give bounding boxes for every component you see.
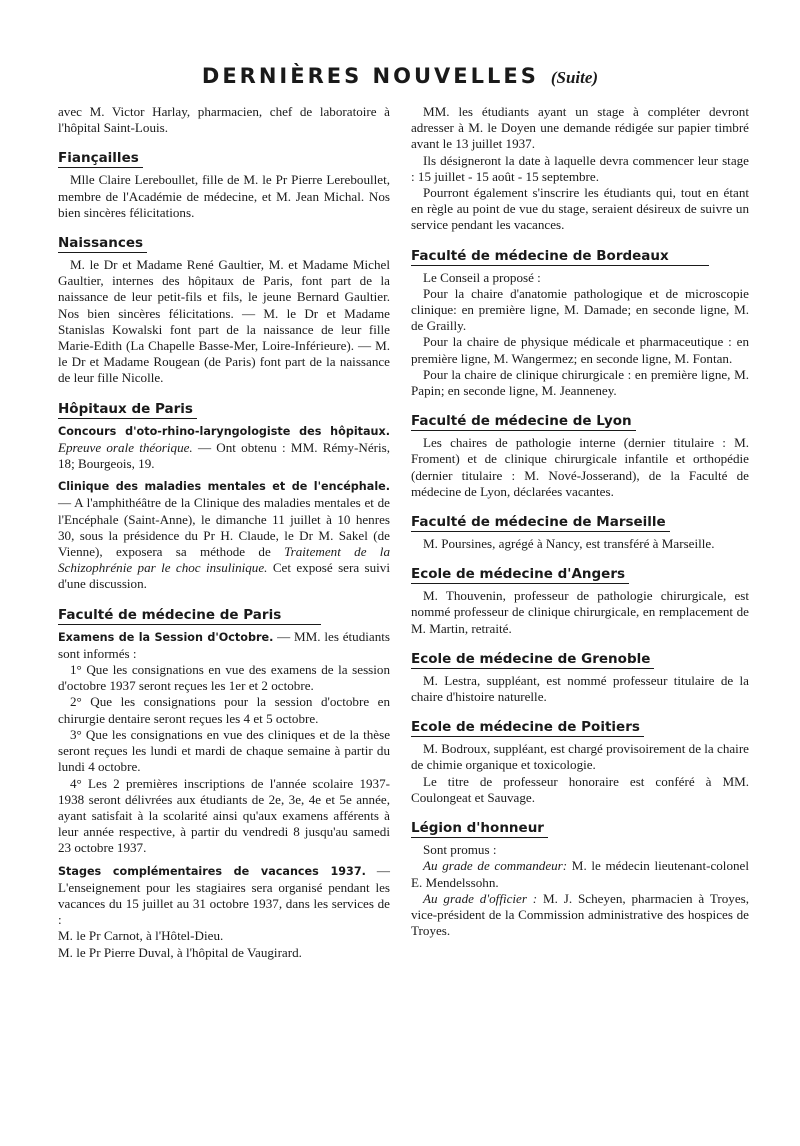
paragraph: MM. les étudiants ayant un stage à compléter devront adresser à M. le Doyen une demande rédigée sur papier timbré avant le 13 juillet 1937.	[411, 104, 749, 152]
paragraph: M. Lestra, suppléant, est nommé professeur titulaire de la chaire d'histoire naturelle.	[411, 672, 749, 705]
paragraph: 4° Les 2 premières inscriptions de l'année scolaire 1937-1938 seront délivrées aux étudiants de 2e, 3e, 4e et 5e année, ayant satisfait à la scolarité ainsi qu'aux examens afférents à leur année respective, à partir du vendredi 8 jusqu'au samedi 23 octobre 1937.	[58, 775, 390, 856]
paragraph: M. Thouvenin, professeur de pathologie chirurgicale, est nommé professeur de clinique chirurgicale, en remplacement de M. Martin, retraité.	[411, 588, 749, 636]
paragraph: Le Conseil a proposé :	[423, 269, 541, 285]
section-grenoble	[411, 651, 749, 705]
italic-text: Au grade de commandeur:	[423, 858, 568, 874]
section-marseille	[411, 514, 749, 552]
section-title: Faculté de médecine de Bordeaux	[411, 248, 709, 266]
section-title: Ecole de médecine de Poitiers	[411, 719, 644, 737]
paragraph	[58, 478, 390, 592]
section-title: Faculté de médecine de Lyon	[411, 413, 636, 431]
paragraph: M. Poursines, agrégé à Nancy, est transféré à Marseille.	[423, 536, 715, 552]
paragraph	[58, 629, 390, 662]
paragraph	[58, 863, 390, 929]
text: — L'enseignement pour les stagiaires sera organisé pendant les vacances du 15 juillet au 31 octobre 1937, dans les services de :	[58, 862, 391, 928]
text: Cet exposé sera suivi d'une discussion.	[58, 560, 390, 592]
intro-section	[58, 104, 390, 136]
paragraph: Les chaires de pathologie interne (dernier titulaire : M. Froment) et de clinique chirurgicale infantile et orthopédie (dernier titulaire : M. Nové-Josserand), de la Faculté de médecine de Lyon, déclarées vacantes.	[411, 435, 749, 499]
section-title: Fiançailles	[58, 150, 143, 168]
paragraph: M. Bodroux, suppléant, est chargé provisoirement de la chaire de chimie organique et toxicologie.	[411, 741, 749, 773]
section-lyon	[411, 413, 749, 500]
italic-text: Traitement de la Schizophrénie par le choc insulinique.	[58, 544, 390, 576]
paragraph: Le titre de professeur honoraire est conféré à MM. Coulongeat et Sauvage.	[411, 773, 749, 805]
italic-text: Au grade d'officier :	[423, 890, 538, 906]
section-title: Faculté de médecine de Marseille	[411, 514, 670, 532]
paragraph: Ils désigneront la date à laquelle devra commencer leur stage : 15 juillet - 15 août - 15 septembre.	[411, 152, 749, 184]
section-legion	[411, 820, 749, 939]
paragraph	[411, 891, 749, 940]
left-column	[58, 104, 390, 961]
text: — Ont obtenu : MM. Rémy-Néris, 18; Bourgeois, 19.	[58, 439, 390, 472]
page-title-text: DERNIÈRES NOUVELLES	[201, 64, 539, 88]
paragraph: M. le Pr Pierre Duval, à l'hôpital de Vaugirard.	[58, 944, 302, 960]
section-faculte-paris	[58, 607, 390, 961]
paragraph: Pourront également s'inscrire les étudiants qui, tout en étant en règle au point de vue du stage, seraient désireux de suivre un service pendant les vacances.	[411, 185, 749, 233]
section-title: Hôpitaux de Paris	[58, 401, 197, 419]
paragraph: M. le Pr Carnot, à l'Hôtel-Dieu.	[58, 928, 224, 944]
intro-section	[411, 104, 749, 234]
intro-paragraph: avec M. Victor Harlay, pharmacien, chef de laboratoire à l'hôpital Saint-Louis.	[58, 104, 390, 136]
section-poitiers	[411, 719, 749, 806]
section-title: Légion d'honneur	[411, 820, 548, 838]
paragraph: 2° Que les consignations pour la session d'octobre en chirurgie dentaire seront reçues les 4 et 5 octobre.	[58, 694, 390, 726]
section-fiancailles	[58, 150, 390, 221]
section-bordeaux	[411, 248, 749, 400]
section-title: Naissances	[58, 235, 147, 253]
subheading: Clinique des maladies mentales et de l'encéphale.	[58, 480, 390, 494]
text: — MM. les étudiants sont informés :	[58, 628, 390, 661]
section-title: Ecole de médecine de Grenoble	[411, 651, 654, 669]
section-naissances	[58, 235, 390, 387]
page-title	[0, 64, 800, 88]
subheading: Examens de la Session d'Octobre.	[58, 630, 274, 644]
paragraph: Pour la chaire de clinique chirurgicale : en première ligne, M. Papin; en seconde ligne, M. Jeanneney.	[411, 366, 749, 399]
section-title: Faculté de médecine de Paris	[58, 607, 321, 625]
page-title-suite: (Suite)	[550, 68, 599, 87]
text: M. J. Scheyen, pharmacien à Troyes, vice-président de la Commission administrative des hospices de Troyes.	[411, 890, 749, 939]
text: M. le médecin lieutenant-colonel E. Mendelssohn.	[411, 858, 749, 890]
paragraph: M. le Dr et Madame René Gaultier, M. et Madame Michel Gaultier, internes des hôpitaux de Paris, font part de la naissance de leur petit-fils et fils, le jeune Bernard Gaultier. Nos bien sincères félicitations. — M. le Dr et Madame Stanislas Kowalski font part de la naissance de leur fille Marie-Edith (La Chapelle Basse-Mer, Loire-Inférieure). — M. le Dr et Madame Rougean (de Paris) font part de la naissance de leur fille Nicolle.	[58, 257, 390, 386]
paragraph	[411, 858, 749, 890]
paragraph: Pour la chaire d'anatomie pathologique et de microscopie clinique: en première ligne, M. Damade; en seconde ligne, M. de Grailly.	[411, 285, 749, 334]
section-hopitaux	[58, 401, 390, 593]
subheading: Concours d'oto-rhino-laryngologiste des hôpitaux.	[58, 424, 390, 438]
right-column	[411, 104, 749, 939]
subheading: Stages complémentaires de vacances 1937.	[58, 864, 366, 878]
paragraph: 1° Que les consignations en vue des examens de la session d'octobre 1937 seront reçues les 1er et 2 octobre.	[58, 662, 390, 694]
italic-text: Epreuve orale théorique.	[58, 439, 193, 455]
paragraph: Pour la chaire de physique médicale et pharmaceutique : en première ligne, M. Wangermez; en seconde ligne, M. Fontan.	[411, 334, 749, 366]
paragraph: 3° Que les consignations en vue des cliniques et de la thèse seront reçues les lundi et mardi de chaque semaine à partir du lundi 4 octobre.	[58, 726, 390, 775]
paragraph: Mlle Claire Lereboullet, fille de M. le Pr Pierre Lereboullet, membre de l'Académie de médecine, et M. Jean Michal. Nos bien sincères félicitations.	[58, 172, 390, 220]
text: — A l'amphithéâtre de la Clinique des maladies mentales et de l'Encéphale (Saint-Anne), le dimanche 11 juillet à 10 henres 30, sous la présidence du Pr H. Claude, le Dr M. Sakel (de Vienne), exposera sa méthode de	[58, 495, 390, 560]
section-angers	[411, 566, 749, 637]
section-title: Ecole de médecine d'Angers	[411, 566, 629, 584]
paragraph	[58, 423, 390, 473]
paragraph: Sont promus :	[423, 842, 497, 858]
